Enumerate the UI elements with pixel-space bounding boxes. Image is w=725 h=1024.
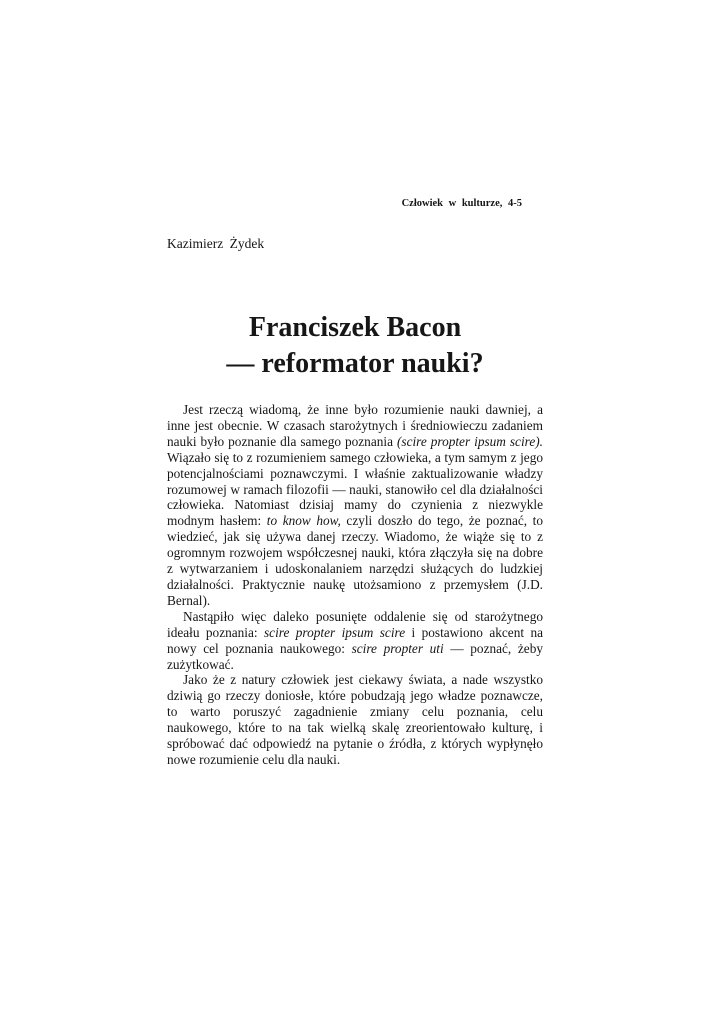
latin-phrase: (scire propter ipsum scire).	[396, 433, 543, 449]
paragraph-text: i postawiono akcent na nowy cel poznania naukowego:	[167, 624, 543, 656]
article-body	[167, 402, 543, 768]
title-line-1: Franciszek Bacon	[248, 312, 462, 343]
article-title	[167, 310, 543, 382]
paragraph-text: — poznać, żeby zużytkować.	[167, 640, 543, 672]
paragraph-text: Nastąpiło więc daleko posunięte oddalenie się od starożytnego ideału poznania:	[167, 608, 543, 640]
paragraph-text: Wiązało się to z rozumieniem samego człowieka, a tym samym z jego potencjalnościami poznawczymi. I właśnie zaktualizowanie władzy rozumowej w ramach filozofii — nauki, stanowiło cel dla działalności człowieka. Natomiast dzisiaj mamy do czynienia z niezwykle modnym hasłem:	[167, 449, 543, 529]
paragraph-3	[167, 672, 543, 767]
paragraph-1	[167, 402, 543, 609]
journal-header: Człowiek w kulturze, 4-5	[401, 198, 522, 209]
english-phrase: to know how,	[266, 513, 341, 529]
latin-phrase: scire propter uti	[351, 640, 444, 656]
paragraph-2	[167, 609, 543, 673]
paragraph-text: czyli doszło do tego, że poznać, to wiedzieć, jak się używa danej rzeczy. Wiadomo, że wiąże się to z ogromnym rozwojem współczesnej nauki, która złączyła się na dobre z wytwarzaniem i udoskonalaniem narzędzi służących do ludzkiej działalności. Praktycznie naukę utożsamiono z przemysłem (J.D. Bernal).	[167, 513, 544, 608]
title-line-2: — reformator nauki?	[226, 348, 484, 379]
paragraph-text: Jest rzeczą wiadomą, że inne było rozumienie nauki dawniej, a inne jest obecnie. W czasach starożytnych i średniowieczu zadaniem nauki było poznanie dla samego poznania	[167, 402, 543, 449]
author-name: Kazimierz Żydek	[167, 236, 265, 251]
latin-phrase: scire propter ipsum scire	[264, 624, 406, 640]
paragraph-text: Jako że z natury człowiek jest ciekawy świata, a nade wszystko dziwią go rzeczy doniosłe, które pobudzają jego władze poznawcze, to warto poruszyć zagadnienie zmiany celu poznania, celu naukowego, które to na tak wielką skalę zreorientowało kulturę, i spróbować dać odpowiedź na pytanie o źródła, z których wypłynęło nowe rozumienie celu dla nauki.	[167, 672, 543, 767]
